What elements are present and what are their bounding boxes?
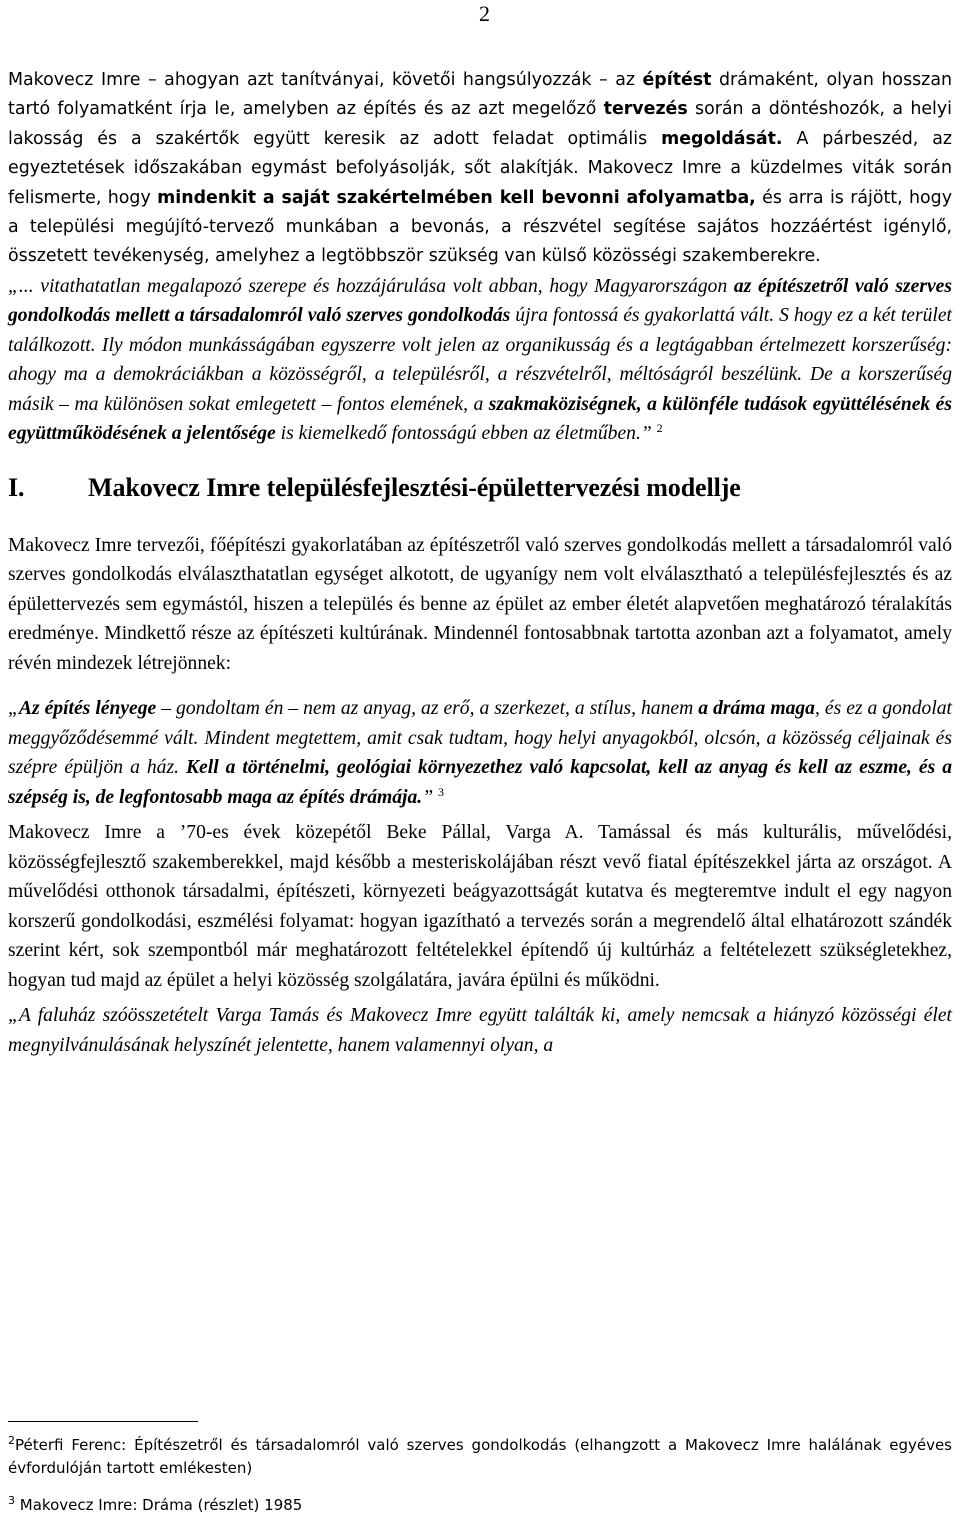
footnote-separator <box>8 1421 198 1422</box>
bold-italic-run: Kell a történelmi, geológiai környezethez való kapcsolat, kell az anyag és kell az eszme, és a szépség is, de legfontosabb maga az építés drámája. <box>8 757 953 808</box>
bold-italic-run: szakmaköziségnek, a különféle tudások együttélésének és együttműködésének a jelentősége <box>8 393 952 445</box>
italic-run: „A faluház szóösszetételt Varga Tamás és Makovecz Imre együtt találták ki, amely nemcsak a hiányzó közösségi élet megnyilvánulásának helyszínét jelentette, hanem valamennyi olyan, a <box>8 1005 952 1056</box>
text-run: során a döntéshozók, a helyi lakosság és a szakértők együtt keresik az adott feladat optimális <box>8 99 952 149</box>
section-heading <box>8 471 952 505</box>
italic-run: , és ez a gondolat meggyőződésemmé vált. Mindent megtettem, amit csak tudtam, hogy helyi anyagokból, olcsón, a közösség céljainak és szépre épüljön a ház. <box>8 698 952 779</box>
bold-run: megoldását. <box>661 128 783 149</box>
italic-run: „ <box>8 698 19 720</box>
body-text <box>8 66 952 1060</box>
text-run: drámaként, olyan hosszan tartó folyamatként írja le, amelyben az építés és az azt megelőző <box>8 70 952 120</box>
page-number: 2 <box>479 1 490 26</box>
text-run: A párbeszéd, az egyeztetések időszakában egymást befolyásolják, sőt alakítják. Makovecz Imre a küzdelmes viták során felismerte, hogy <box>8 128 952 208</box>
italic-run: ” <box>422 786 434 808</box>
footnote-number: 2 <box>8 1434 15 1447</box>
paragraph-history: Makovecz Imre a ’70-es évek közepétől Beke Pállal, Varga A. Tamással és más kulturális, művelődési, közösségfejlesztő szakemberekkel, majd később a mesteriskolájában részt vevő fiatal építészekkel járta az országot. A művelődési otthonok társadalmi, építészeti, környezeti beágyazottságát kutatva és megteremtve indult el egy nagyon korszerű gondolkodási, eszmélési folyamat: hogyan igazítható a tervezés során a megrendelő által elhatározott szándék szerint kért, sok szempontból már meghatározott feltételekkel építendő új kultúrház a feltételezett szükségletekhez, hogyan tud majd az épület a helyi közösség szolgálatára, javára épülni és működni. <box>8 822 952 991</box>
footnote-text: Péterfi Ferenc: Építészetről és társadalomról való szerves gondolkodás (elhangzott a Makovecz Imre halálának egyéves évfordulóján tartott emlékesten) <box>8 1436 952 1477</box>
bold-run: építést <box>642 70 712 90</box>
footnote-text: Makovecz Imre: Dráma (részlet) 1985 <box>19 1496 303 1514</box>
italic-run: – gondoltam én – nem az anyag, az erő, a szerkezet, a stílus, hanem <box>156 698 699 720</box>
paragraph-intro <box>8 66 952 272</box>
footnote-number: 3 <box>8 1494 15 1507</box>
footnote-ref[interactable]: 3 <box>438 784 444 799</box>
section-number: I. <box>8 472 25 502</box>
bold-italic-run: a dráma maga <box>698 698 815 720</box>
quote-paragraph <box>8 272 952 449</box>
bold-run: mindenkit a saját szakértelmében kell bevonni afolyamatba, <box>157 187 756 208</box>
bold-italic-run: az építészetről való szerves gondolkodás mellett a társadalomról való szerves gondolkodás <box>8 275 952 327</box>
quote-paragraph <box>8 694 952 812</box>
section-title: Makovecz Imre településfejlesztési-épülettervezési modellje <box>88 472 741 502</box>
italic-run: újra fontossá és gyakorlattá vált. S hogy ez a két terület találkozott. Ily módon munkásságában egyszerre volt jelen az organikusság és a legtágabban értelmezett korszerűség: ahogy ma a demokráciákban a közösségről, a településről, a részvételről, méltóságról beszélünk. De a korszerűség másik – ma különösen sokat emlegetett – fontos elemének, a <box>8 305 952 415</box>
footnote-ref[interactable]: 2 <box>656 421 663 436</box>
footnote <box>8 1494 952 1517</box>
paragraph-model: Makovecz Imre tervezői, főépítészi gyakorlatában az építészetről való szerves gondolkodás mellett a társadalomról való szerves gondolkodás elválaszthatatlan egységet alkotott, de ugyanígy nem volt elválasztható a településfejlesztés és az épülettervezés sem egymástól, hiszen a település és benne az épület az ember életét alapvetően meghatározó téralakítás eredménye. Mindkettő része az építészeti kultúrának. Mindennél fontosabbnak tartotta azonban azt a folyamatot, amely révén mindezek létrejönnek: <box>8 534 952 674</box>
footnotes <box>8 1421 952 1517</box>
italic-run: is kiemelkedő fontosságú ebben az életműben.” <box>275 423 652 445</box>
text-run: Makovecz Imre – ahogyan azt tanítványai, követői hangsúlyozzák – az <box>8 70 643 90</box>
italic-run: „... vitathatatlan megalapozó szerepe és hozzájárulása volt abban, hogy Magyarországon <box>8 275 734 297</box>
quote-paragraph-continued <box>8 1001 952 1060</box>
bold-run: tervezés <box>603 99 688 120</box>
bold-italic-run: Az építés lényege <box>18 698 157 720</box>
text-run: és arra is rájött, hogy a települési megújító-tervező munkában a bevonás, a részvétel segítése sajátos hozzáértést igénylő, összetett tevékenység, amelyhez a legtöbbször szükség van külső közösségi szakemberekre. <box>8 187 952 267</box>
footnote <box>8 1434 952 1480</box>
